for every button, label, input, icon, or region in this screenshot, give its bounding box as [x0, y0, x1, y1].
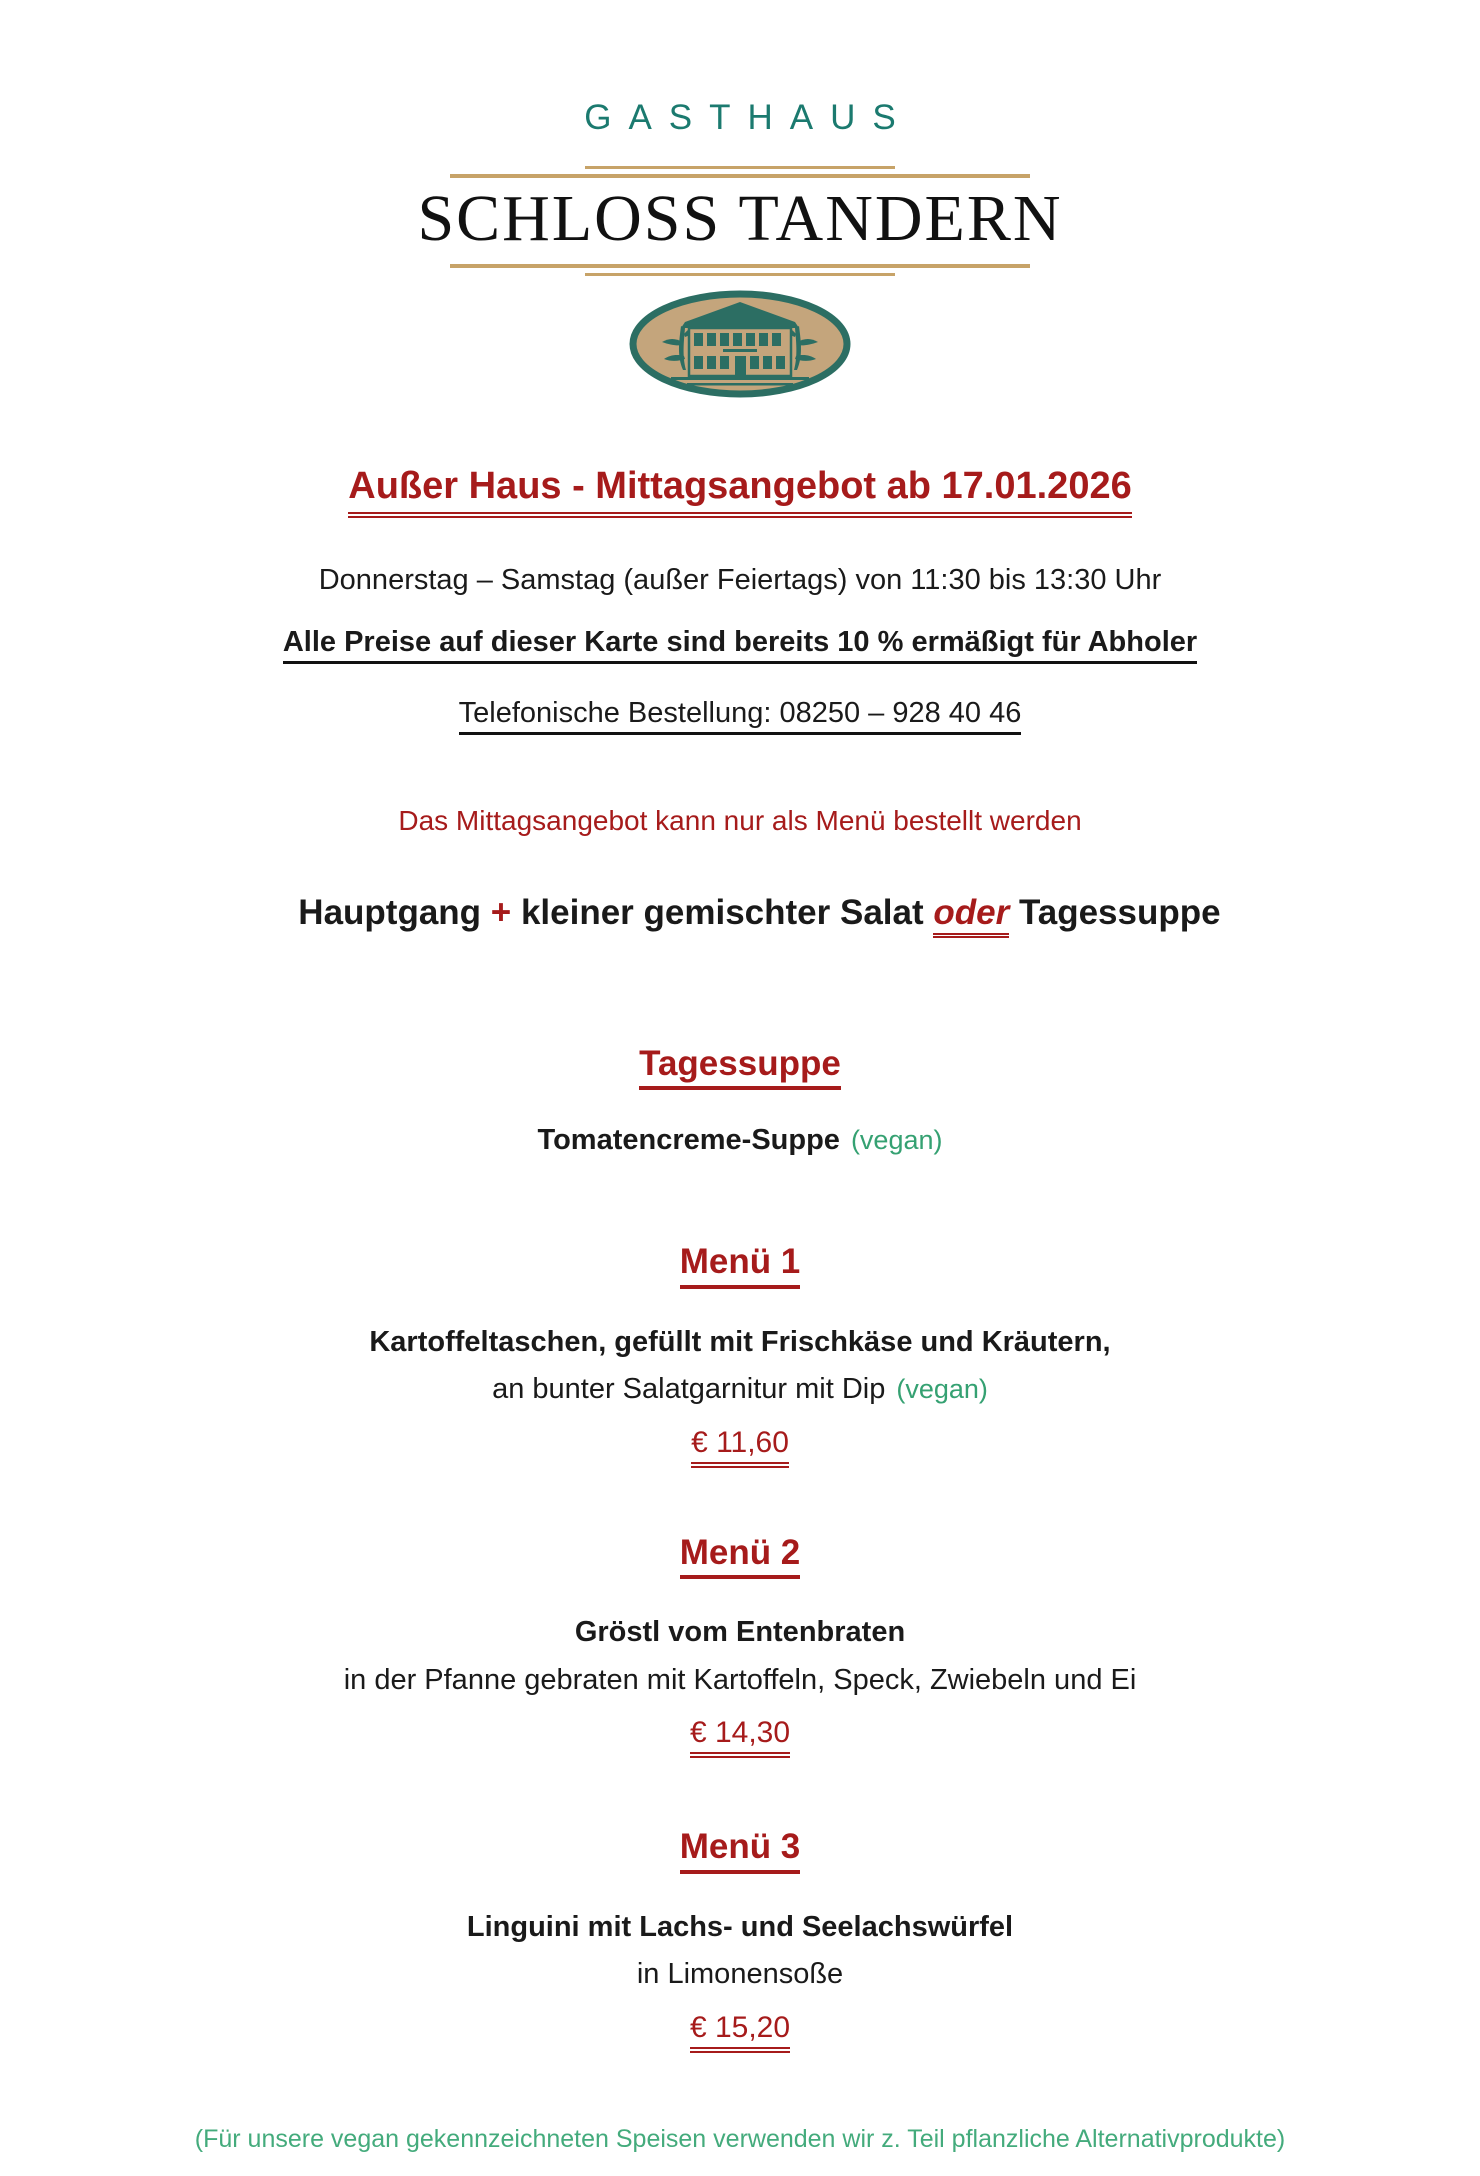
brand-name-main: SCHLOSS TANDERN: [417, 182, 1063, 255]
menu-3-heading: Menü 3: [680, 1828, 801, 1874]
menu-3-dish-desc: in Limonensoße: [636, 1958, 844, 1991]
brand-name-top: GASTHAUS: [584, 98, 913, 137]
vegan-footnote: (Für unsere vegan gekennzeichneten Speisen verwenden wir z. Teil pflanzliche Alternativprodukte): [194, 2124, 1286, 2153]
phone-order-line: Telefonische Bestellung: 08250 – 928 40 46: [459, 697, 1022, 735]
menu-2-heading: Menü 2: [680, 1534, 801, 1580]
vegan-tag: (vegan): [896, 1374, 988, 1405]
gold-divider-bottom: [450, 264, 1030, 276]
opening-hours-line: Donnerstag – Samstag (außer Feiertags) von 11:30 bis 13:30 Uhr: [318, 563, 1162, 596]
combo-part-salat: kleiner gemischter Salat: [511, 892, 934, 932]
menu-3-price: € 15,20: [690, 2011, 790, 2053]
gold-rule-long: [450, 174, 1030, 178]
combo-part-suppe: Tagessuppe: [1009, 892, 1221, 932]
menu-3-dish-name: Linguini mit Lachs- und Seelachswürfel: [466, 1910, 1014, 1943]
menu-1-dish-desc: [492, 1368, 988, 1412]
soup-name: Tomatencreme-Suppe: [537, 1124, 840, 1157]
combo-part-hauptgang: Hauptgang: [298, 892, 491, 932]
gold-divider-top: [450, 166, 1030, 178]
discount-note-line: Alle Preise auf dieser Karte sind bereits 10 % ermäßigt für Abholer: [283, 626, 1197, 664]
gold-rule-short: [585, 273, 895, 276]
menu-2-price: € 14,30: [690, 1716, 790, 1758]
menu-2-dish-desc: in der Pfanne gebraten mit Kartoffeln, Speck, Zwiebeln und Ei: [343, 1663, 1137, 1696]
gold-rule-long: [450, 264, 1030, 268]
combo-description-line: [259, 853, 1220, 973]
combo-oder-word: oder: [933, 893, 1009, 938]
vegan-tag: (vegan): [850, 1125, 943, 1156]
castle-emblem-icon: [629, 290, 851, 403]
menu-only-note: Das Mittagsangebot kann nur als Menü bestellt werden: [398, 804, 1082, 836]
menu-1-price: € 11,60: [691, 1426, 789, 1468]
menu-2-dish-name: Gröstl vom Entenbraten: [574, 1616, 906, 1649]
menu-1-dish-name: Kartoffeltaschen, gefüllt mit Frischkäse und Kräutern,: [369, 1325, 1111, 1358]
gold-rule-short: [585, 166, 895, 169]
soup-name-line: [538, 1124, 943, 1157]
menu-1-heading: Menü 1: [680, 1243, 801, 1289]
menu-1-desc-text: an bunter Salatgarnitur mit Dip: [492, 1373, 886, 1406]
page-title: Außer Haus - Mittagsangebot ab 17.01.2026: [348, 465, 1131, 518]
soup-section-heading: Tagessuppe: [639, 1045, 841, 1091]
combo-plus-sign: +: [490, 892, 512, 932]
